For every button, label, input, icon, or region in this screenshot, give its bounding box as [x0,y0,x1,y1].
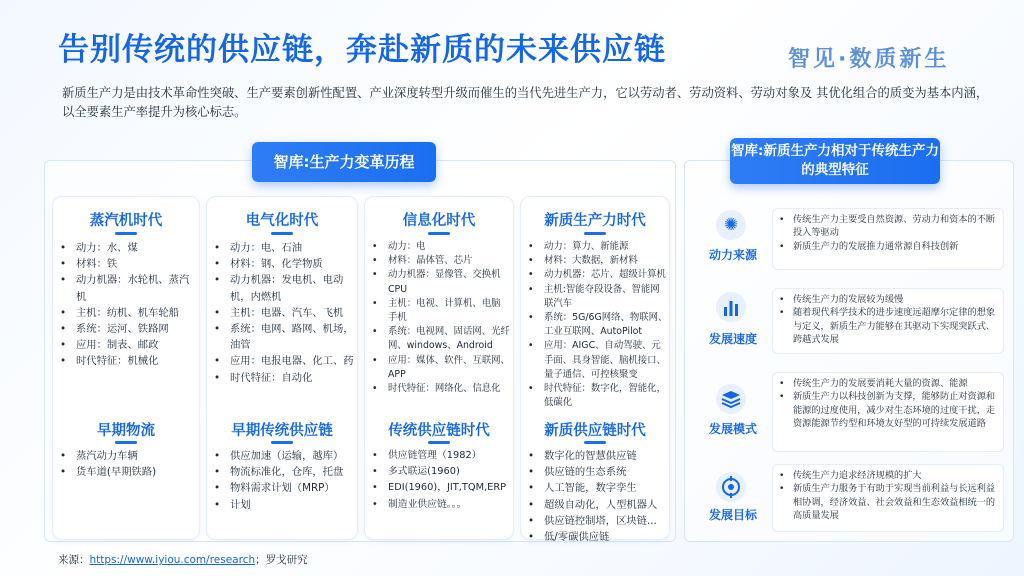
list-item: • 供应链的生态系统 [526,464,668,480]
era-title: 蒸汽机时代 [89,213,163,229]
list-item: • 传统生产力的发展要消耗大量的资源、能源 [777,377,1001,390]
layers-icon [716,384,746,414]
supply-chain-title: 传统供应链时代 [388,423,490,439]
list-item: • 应用：电报电器、化工、药 [212,353,356,369]
section-title-features: 智库:新质生产力相对于传统生产力的典型特征 [730,138,940,184]
list-item: • 时代特征：自动化 [212,370,356,386]
bar-chart-icon [716,292,746,322]
list-item: • 传统生产力追求经济规模的扩大 [777,469,1001,482]
list-item: • 供应链控制塔，区块链... [526,513,668,529]
list-item: • 主机：电视、计算机、电脑 手机 [370,297,512,325]
list-item: • 物料需求计划（MRP） [212,480,356,496]
list-item: • 系统：电网、路网、机场，油管 [212,321,356,353]
list-item: • 材料：大数据，新材料 [526,254,668,268]
feature-label: 动力来源 [708,248,757,262]
list-item: • 动力：电、石油 [212,240,356,256]
list-item: • 新质生产力服务于有助于实现当前利益与长远利益相协调，经济效益、社会效益和生态效益相统一的高质量发展 [777,482,1001,522]
supply-chain-items [58,448,198,480]
source-link[interactable]: https://www.iyiou.com/research [89,554,256,566]
list-item: • 动力：电 [370,240,512,254]
source-note [58,552,308,567]
list-item: • 应用：AIGC、自动驾驶、元手面、具身智能、脑机接口、量子通信、可控核聚变 [526,339,668,382]
supply-chain-items [212,448,356,513]
feature-label: 发展目标 [708,508,757,522]
list-item: • 时代特征：网络化、信息化 [370,382,512,396]
list-item: • 新质生产力以科技创新为支撑，能够防止对资源和能源的过度使用，减少对生态环境的过度干扰，走资源能源节约型和环境友好型的可持续发展道路 [777,390,1001,430]
feature-row [692,464,1008,534]
era-items [58,240,198,370]
list-item: • 时代特征：数字化，智能化，低碳化 [526,382,668,410]
list-item: • 供应链管理（1982） [370,448,512,464]
era-underline [428,232,450,235]
feature-label: 发展模式 [708,422,757,436]
feature-items [777,213,1001,253]
intro-paragraph: 新质生产力是由技术革命性突破、生产要素创新性配置、产业深度转型升级而催生的当代先进生产力，它以劳动者、劳动资料、劳动对象及 其优化组合的质变为基本内涵，以全要素生产率提升为核心标志。 [62,86,989,119]
feature-items [777,469,1001,523]
era-underline [115,232,137,235]
supply-chain-items [526,448,668,545]
source-prefix: 来源： [58,554,90,566]
feature-row [692,208,1008,272]
list-item: • 计划 [212,497,356,513]
era-title: 新质生产力时代 [544,213,646,229]
list-item: • 系统：运河、铁路网 [58,321,198,337]
list-item: • 动力机器：芯片、超级计算机 [526,268,668,282]
list-item: • 主机:智能夺段设备、智能网联汽车 [526,283,668,311]
list-item: • 物流标准化，仓库，托盘 [212,464,356,480]
list-item: • 蒸汽动力车辆 [58,448,198,464]
supply-chain-title: 早期传统供应链 [231,423,333,439]
list-item: • 传统生产力的发展较为缓慢 [777,293,1001,306]
feature-items [777,377,1001,431]
list-item: • 应用：制表、邮政 [58,337,198,353]
brand-logo: 智见·数质新生 [788,47,950,72]
list-item: • 系统：5G/6G网络、物联网、工业互联网、AutoPilot [526,311,668,339]
supply-chain-underline [271,441,293,444]
feature-box [772,208,1004,270]
list-item: • 传统生产力主要受自然资源、劳动力和资本的不断投入等驱动 [777,213,1001,240]
era-title: 信息化时代 [402,213,476,229]
list-item: • 数字化的智慧供应链 [526,448,668,464]
era-items [370,240,512,396]
list-item: • 制造业供应链。。。 [370,497,512,513]
list-item: • 动力机器：水轮机、蒸汽机 [58,272,198,304]
era-underline [584,232,606,235]
era-items [526,240,668,410]
section-title-evolution: 智库:生产力变革历程 [252,142,436,182]
list-item: • 动力：算力、新能源 [526,240,668,254]
feature-items [777,293,1001,347]
list-item: • 材料：晶体管、芯片 [370,254,512,268]
era-underline [271,232,293,235]
feature-row [692,288,1008,356]
supply-chain-title: 早期物流 [97,423,155,439]
source-suffix: ；罗戈研究 [255,554,308,566]
list-item: • 材料：钢、化学物质 [212,256,356,272]
list-item: • 材料：铁 [58,256,198,272]
list-item: • 货车道(早期铁路) [58,464,198,480]
list-item: • 主机：电器、汽车、飞机 [212,305,356,321]
list-item: • 超级自动化，人型机器人 [526,497,668,513]
list-item: • 多式联运(1960) [370,464,512,480]
list-item: • 随着现代科学技术的进步速度远超摩尔定律的想象与定义，新质生产力能够在其驱动下实现突跃式、跨越式发展 [777,306,1001,346]
feature-box [772,288,1004,354]
feature-box [772,372,1004,452]
supply-chain-items [370,448,512,513]
list-item: • 供应加速（运输，越库） [212,448,356,464]
era-title: 电气化时代 [245,213,319,229]
list-item: • 人工智能，数字孪生 [526,480,668,496]
atom-icon: ✺ [716,210,746,240]
list-item: • 低/零碳供应链 [526,529,668,545]
list-item: • EDI(1960)，JIT,TQM,ERP [370,480,512,496]
list-item: • 时代特征：机械化 [58,353,198,369]
target-icon [716,472,746,502]
supply-chain-underline [115,441,137,444]
era-items [212,240,356,386]
list-item: • 动力：水、煤 [58,240,198,256]
supply-chain-underline [584,441,606,444]
list-item: • 应用：媒体、软件、互联网、APP [370,354,512,382]
page-title: 告别传统的供应链，奔赴新质的未来供应链 [58,32,666,68]
list-item: • 新质生产力的发展推力通常源自科技创新 [777,240,1001,253]
feature-label: 发展速度 [708,332,757,346]
feature-row [692,372,1008,454]
list-item: • 动力机器：显像管、交换机 CPU [370,268,512,296]
list-item: • 动力机器：发电机、电动机，内燃机 [212,272,356,304]
feature-box [772,464,1004,532]
list-item: • 系统：电视网、固话网、光纤网、windows、Android [370,325,512,353]
supply-chain-underline [428,441,450,444]
supply-chain-title: 新质供应链时代 [544,423,646,439]
list-item: • 主机：纺机、机车轮船 [58,305,198,321]
